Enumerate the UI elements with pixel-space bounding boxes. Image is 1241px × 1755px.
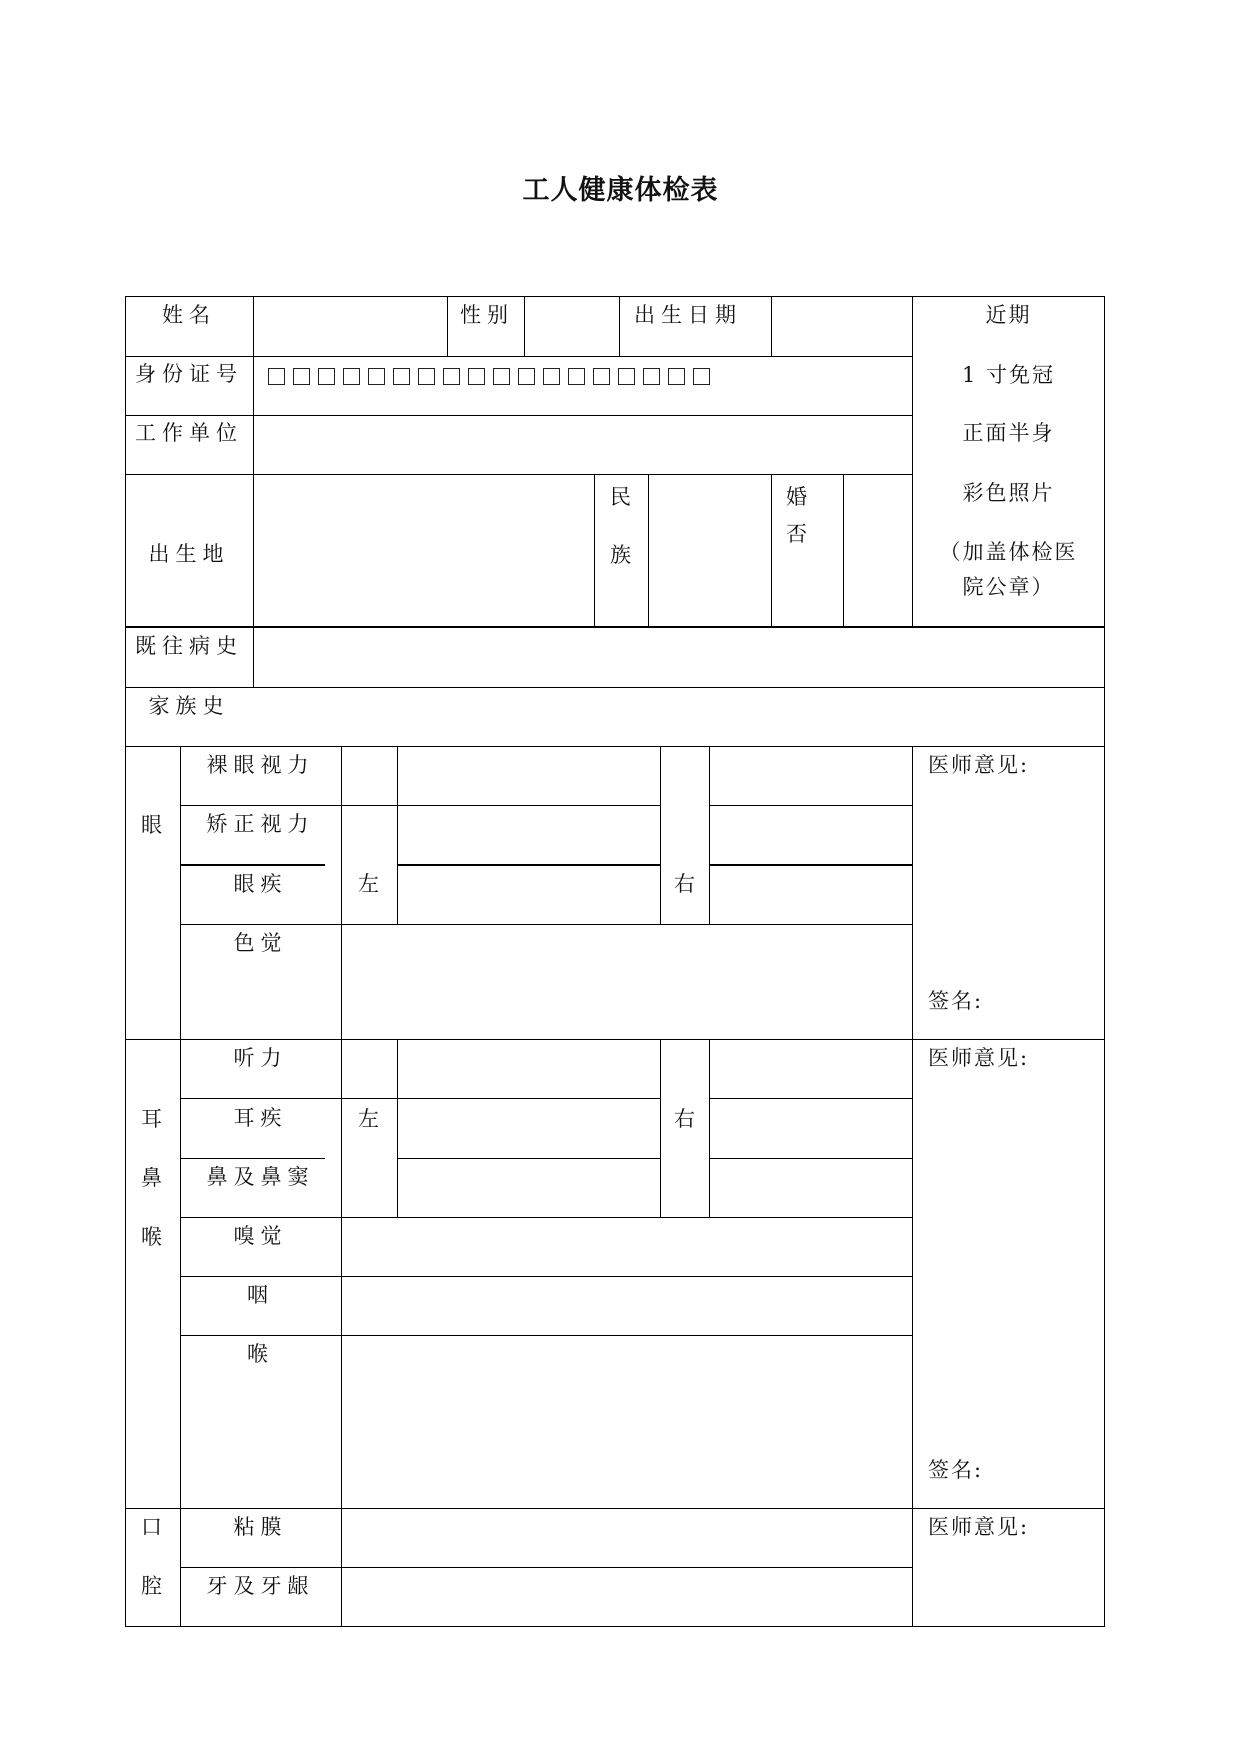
- naked-vision-right-field[interactable]: [710, 747, 912, 805]
- label-name: 姓名: [162, 303, 216, 327]
- label-gender: 性别: [460, 303, 514, 327]
- ethnicity-field[interactable]: [649, 475, 771, 626]
- label-work-unit: 工作单位: [135, 421, 243, 445]
- birth-date-field[interactable]: [772, 297, 912, 356]
- label-teeth-gums: 牙及牙龈: [206, 1574, 315, 1598]
- ent-signature: 签名:: [928, 1458, 984, 1482]
- color-sense-field[interactable]: [342, 925, 912, 1039]
- label-marital-2: 否: [786, 522, 807, 546]
- photo-text-3: 正面半身: [962, 421, 1055, 445]
- larynx-field[interactable]: [342, 1336, 912, 1508]
- label-naked-vision: 裸眼视力: [206, 753, 315, 777]
- id-digit-box[interactable]: [668, 368, 685, 385]
- label-smell: 嗅觉: [233, 1224, 288, 1248]
- label-family-history: 家族史: [148, 694, 230, 718]
- mucosa-field[interactable]: [342, 1509, 912, 1567]
- label-id-number: 身份证号: [135, 362, 243, 386]
- id-digit-box[interactable]: [643, 368, 660, 385]
- naked-vision-left-field[interactable]: [398, 747, 660, 805]
- id-digit-box[interactable]: [268, 368, 285, 385]
- label-eye-disease: 眼疾: [233, 872, 288, 896]
- label-past-history: 既往病史: [135, 634, 243, 658]
- gender-field[interactable]: [525, 297, 619, 356]
- form-title: 工人健康体检表: [522, 175, 719, 206]
- photo-text-6: 院公章）: [962, 575, 1055, 599]
- label-ethnicity-2: 族: [610, 543, 631, 567]
- corrected-vision-left-field[interactable]: [398, 806, 660, 864]
- id-digit-box[interactable]: [593, 368, 610, 385]
- label-corrected-vision: 矫正视力: [206, 812, 315, 836]
- photo-text-2: 1 寸免冠: [961, 363, 1056, 387]
- nose-sinus-right-field[interactable]: [710, 1159, 912, 1217]
- eye-doctor-opinion: 医师意见:: [928, 753, 1030, 777]
- pharynx-field[interactable]: [342, 1277, 912, 1335]
- id-digit-box[interactable]: [468, 368, 485, 385]
- photo-text-4: 彩色照片: [962, 481, 1055, 505]
- id-digit-box[interactable]: [568, 368, 585, 385]
- family-history-field[interactable]: [254, 688, 1104, 746]
- eye-right-label: 右: [674, 872, 695, 896]
- work-unit-field[interactable]: [254, 416, 912, 474]
- ent-section-label-3: 喉: [141, 1225, 162, 1249]
- eye-disease-right-field[interactable]: [710, 866, 912, 924]
- hearing-left-field[interactable]: [398, 1040, 660, 1098]
- hearing-right-field[interactable]: [710, 1040, 912, 1098]
- ear-disease-left-field[interactable]: [398, 1099, 660, 1158]
- id-digit-box[interactable]: [368, 368, 385, 385]
- id-number-boxes[interactable]: [268, 368, 718, 386]
- id-digit-box[interactable]: [343, 368, 360, 385]
- ent-doctor-opinion: 医师意见:: [928, 1046, 1030, 1070]
- label-mucosa: 粘膜: [233, 1515, 288, 1539]
- marital-field[interactable]: [844, 475, 912, 626]
- id-digit-box[interactable]: [518, 368, 535, 385]
- label-ear-disease: 耳疾: [233, 1106, 288, 1130]
- label-birth-date: 出生日期: [634, 303, 742, 327]
- id-digit-box[interactable]: [618, 368, 635, 385]
- teeth-gums-field[interactable]: [342, 1568, 912, 1626]
- id-digit-box[interactable]: [318, 368, 335, 385]
- past-history-field[interactable]: [254, 628, 1104, 687]
- ent-section-label-2: 鼻: [141, 1166, 162, 1190]
- label-birthplace: 出生地: [148, 542, 230, 566]
- photo-text-5: （加盖体检医: [939, 540, 1078, 564]
- birthplace-field[interactable]: [254, 475, 594, 626]
- smell-field[interactable]: [342, 1218, 912, 1276]
- ent-right-label: 右: [674, 1107, 695, 1131]
- label-ethnicity-1: 民: [610, 485, 631, 509]
- label-larynx: 喉: [247, 1342, 274, 1366]
- label-nose-sinus: 鼻及鼻窦: [206, 1165, 315, 1189]
- label-color-sense: 色觉: [233, 931, 288, 955]
- mouth-section-label-2: 腔: [141, 1574, 162, 1598]
- id-digit-box[interactable]: [293, 368, 310, 385]
- ent-left-label: 左: [358, 1107, 379, 1131]
- id-digit-box[interactable]: [543, 368, 560, 385]
- label-marital-1: 婚: [786, 485, 807, 509]
- id-digit-box[interactable]: [443, 368, 460, 385]
- photo-text-1: 近期: [985, 303, 1032, 327]
- id-digit-box[interactable]: [418, 368, 435, 385]
- eye-left-label: 左: [358, 872, 379, 896]
- label-pharynx: 咽: [247, 1283, 274, 1307]
- ent-section-label-1: 耳: [141, 1107, 162, 1131]
- nose-sinus-left-field[interactable]: [398, 1159, 660, 1217]
- eye-signature: 签名:: [928, 989, 984, 1013]
- id-digit-box[interactable]: [693, 368, 710, 385]
- name-field[interactable]: [254, 297, 447, 356]
- eye-disease-left-field[interactable]: [398, 866, 660, 924]
- mouth-section-label-1: 口: [141, 1515, 162, 1539]
- ear-disease-right-field[interactable]: [710, 1099, 912, 1158]
- eye-section-label: 眼: [141, 813, 162, 837]
- label-hearing: 听力: [233, 1046, 288, 1070]
- mouth-doctor-opinion: 医师意见:: [928, 1515, 1030, 1539]
- id-digit-box[interactable]: [493, 368, 510, 385]
- id-digit-box[interactable]: [393, 368, 410, 385]
- corrected-vision-right-field[interactable]: [710, 806, 912, 864]
